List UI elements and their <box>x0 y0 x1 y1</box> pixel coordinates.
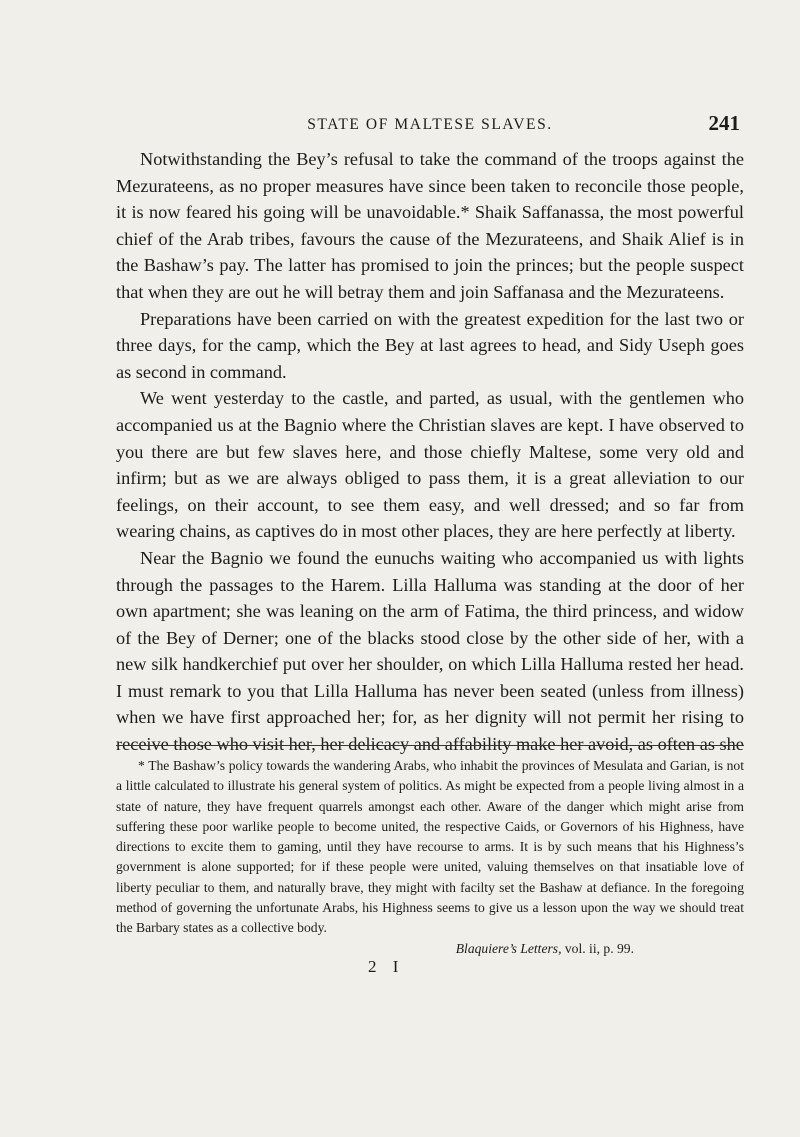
paragraph: Preparations have been carried on with the greatest expedition for the last two or three days, for the camp, which the Bey at last agrees to head, and Sidy Useph goes as second in command. <box>116 308 744 382</box>
footnote-rule <box>116 745 744 746</box>
citation-work: Blaquiere’s Letters, <box>455 941 562 956</box>
body-text <box>116 146 744 758</box>
running-title: STATE OF MALTESE SLAVES. <box>307 116 553 133</box>
signature-mark: 2 I <box>368 957 405 976</box>
footnote: * The Bashaw’s policy towards the wandering Arabs, who inhabit the provinces of Mesulata and Garian, is not a little calculated to illustrate his general system of politics. As might be expected from a people living almost in a state of nature, they have frequent quarrels amongst each other. Aware of the danger which might arise from suffering these poor warlike people to become united, the respective Caids, or Governors of his Highness, have directions to excite them to gaming, until they have recourse to arms. It is by such means that his Highness’s government is alone supported; for if these people were united, valuing themselves on that insatiable love of liberty peculiar to them, and naturally brave, they might with facilty set the Bashaw at defiance. In the foregoing method of governing the unfortunate Arabs, his Highness seems to give us a lesson upon the way we should treat the Barbary states as a collective body. <box>116 758 744 936</box>
paragraph: Notwithstanding the Bey’s refusal to take the command of the troops against the Mezurateens, as no proper measures have since been taken to reconcile those people, it is now feared his going will be unavoidable.* Shaik Saffanassa, the most powerful chief of the Arab tribes, favours the cause of the Mezurateens, and Shaik Alief is in the Bashaw’s pay. The latter has promised to join the princes; but the people suspect that when they are out he will betray them and join Saffanasa and the Mezurateens. <box>116 149 744 302</box>
paragraph: We went yesterday to the castle, and parted, as usual, with the gentlemen who accompanied us at the Bagnio where the Christian slaves are kept. I have observed to you there are but few slaves here, and those chiefly Maltese, some very old and infirm; but as we are always obliged to pass them, it is a great alleviation to our feelings, on their account, to see them easy, and well dressed; and so far from wearing chains, as captives do in most other places, they are here perfectly at liberty. <box>116 388 744 542</box>
citation-reference: vol. ii, p. 99. <box>561 941 634 956</box>
page-number: 241 <box>708 111 740 135</box>
paragraph: Near the Bagnio we found the eunuchs waiting who accompanied us with lights through the passages to the Harem. Lilla Halluma was standing at the door of her own apartment; she was leaning on the arm of Fatima, the third princess, and widow of the Bey of Derner; one of the blacks stood close by the other side of her, with a new silk handkerchief put over her shoulder, on which Lilla Halluma rested her head. I must remark to you that Lilla Halluma has never been seated (unless from illness) when we have first approached her; for, as her dignity will not permit her rising to receive those who visit her, her delicacy and affability make her avoid, as often as she <box>116 547 744 755</box>
footnote-citation <box>116 939 744 959</box>
running-head <box>116 113 744 139</box>
